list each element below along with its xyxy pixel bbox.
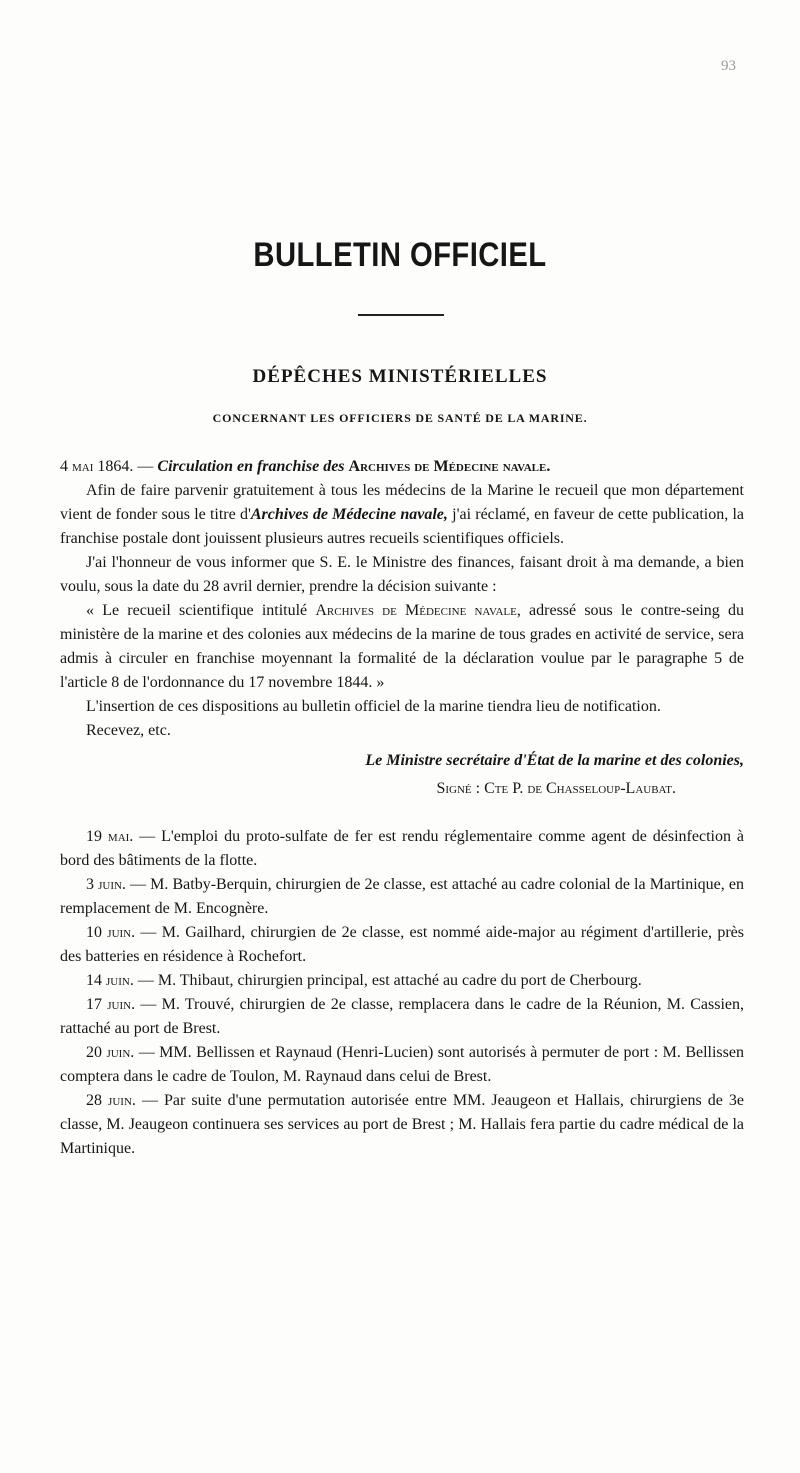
journal-title: Archives de Médecine navale, (250, 506, 448, 523)
dispatch-title: Circulation en franchise des (157, 458, 345, 475)
paragraph-5: Recevez, etc. (86, 722, 171, 739)
paragraph-4: L'insertion de ces dispositions au bulletin officiel de la marine tiendra lieu de notification. (86, 698, 661, 715)
paragraph-1 (60, 479, 744, 551)
document-body (60, 455, 744, 1161)
entry-text: — M. Trouvé, chirurgien de 2e classe, remplacera dans le cadre de la Réunion, M. Cassien, rattaché au port de Brest. (60, 996, 744, 1037)
list-item (60, 1041, 744, 1089)
dispatch-heading (60, 455, 744, 479)
dash: — (137, 458, 158, 475)
entry-text: — L'emploi du proto-sulfate de fer est rendu réglementaire comme agent de désinfection à bord des bâtiments de la flotte. (60, 828, 744, 869)
entry-date: 19 mai. (86, 828, 134, 845)
page-number: 93 (721, 58, 736, 74)
paragraph-1-text-a: Afin de faire parvenir gratuitement à tous les médecins de la Marine le recueil que mon département vient de fonder sous le titre d' (60, 482, 744, 523)
list-item (60, 969, 744, 993)
entry-date: 14 juin. (86, 972, 134, 989)
entry-date: 3 juin. (86, 876, 126, 893)
section-subtitle: CONCERNANT LES OFFICIERS DE SANTÉ DE LA MARINE. (212, 411, 588, 425)
entries-list (60, 825, 744, 1161)
entry-text: — M. Gailhard, chirurgien de 2e classe, est nommé aide-major au régiment d'artillerie, près des batteries en résidence à Rochefort. (60, 924, 744, 965)
title-divider (358, 314, 444, 316)
list-item (60, 1089, 744, 1161)
entry-text: — Par suite d'une permutation autorisée entre MM. Jeaugeon et Hallais, chirurgiens de 3e classe, M. Jeaugeon continuera ses services au port de Brest ; M. Hallais fera partie du cadre médical de la Martinique. (60, 1092, 744, 1157)
signature-name: Signé : Cte P. de Chasseloup-Laubat. (436, 780, 676, 797)
paragraph-1-text-b: j'ai réclamé, en faveur de cette publication, la franchise postale dont jouissent plusieurs autres recueils scientifiques officiels. (60, 506, 744, 547)
quotation-text-b: adressé sous le contre-seing du ministère de la marine et des colonies aux médecins de la marine de tous grades en activité de service, sera admis à circuler en franchise moyennant la formalité de la déclaration voulue par le paragraphe 5 de l'article 8 de l'ordonnance du 17 novembre 1844. » (60, 602, 744, 691)
quotation-text-a: « Le recueil scientifique intitulé (86, 602, 316, 619)
dispatch-date: 4 mai 1864. (60, 458, 134, 475)
list-item (60, 993, 744, 1041)
entry-date: 17 juin. (86, 996, 136, 1013)
paragraph-2: J'ai l'honneur de vous informer que S. E. le Ministre des finances, faisant droit à ma demande, a bien voulu, sous la date du 28 avril dernier, prendre la décision suivante : (60, 554, 744, 595)
entry-text: — MM. Bellissen et Raynaud (Henri-Lucien) sont autorisés à permuter de port : M. Bellissen comptera dans le cadre de Toulon, M. Raynaud dans celui de Brest. (60, 1044, 744, 1085)
list-item (60, 921, 744, 969)
list-item (60, 825, 744, 873)
list-item (60, 873, 744, 921)
quotation (60, 599, 744, 695)
signature-title: Le Ministre secrétaire d'État de la marine et des colonies, (365, 752, 744, 769)
entry-date: 10 juin. (86, 924, 136, 941)
quotation-journal: Archives de Médecine navale, (315, 602, 521, 619)
entry-date: 28 juin. (86, 1092, 136, 1109)
section-title: DÉPÊCHES MINISTÉRIELLES (252, 366, 548, 387)
entry-text: — M. Thibaut, chirurgien principal, est attaché au cadre du port de Cherbourg. (133, 972, 642, 989)
entry-text: — M. Batby-Berquin, chirurgien de 2e classe, est attaché au cadre colonial de la Martinique, en remplacement de M. Encognère. (60, 876, 744, 917)
dispatch-title-journal: Archives de Médecine navale. (348, 458, 551, 475)
page-title: BULLETIN OFFICIEL (253, 236, 547, 274)
entry-date: 20 juin. (86, 1044, 135, 1061)
